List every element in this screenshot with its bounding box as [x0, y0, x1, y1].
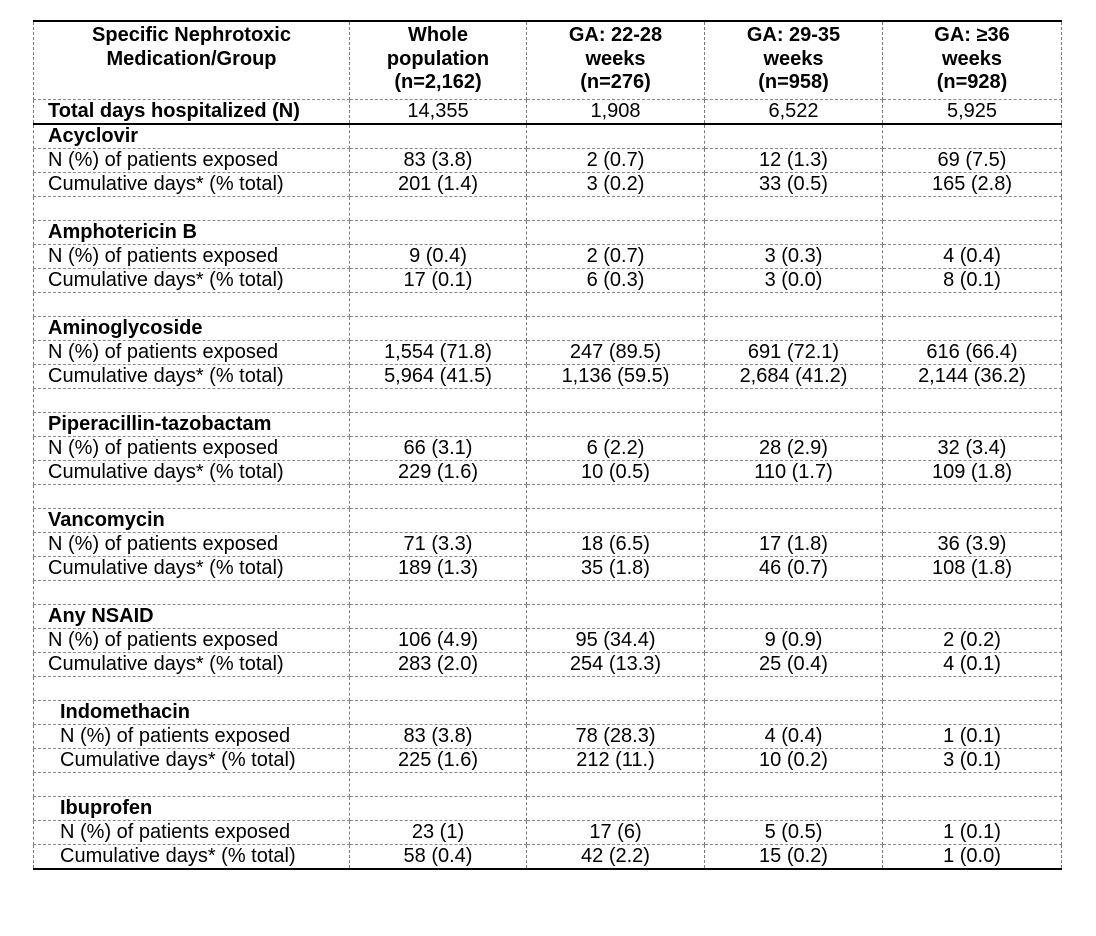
exposed-row [34, 149, 1062, 173]
cell: 5,964 (41.5) [350, 365, 527, 389]
cell: 71 (3.3) [350, 533, 527, 557]
cell: 4 (0.4) [883, 245, 1062, 269]
cell: 2,144 (36.2) [883, 365, 1062, 389]
cumulative-days-row [34, 269, 1062, 293]
group-name: Aminoglycoside [34, 317, 350, 341]
exposed-row [34, 629, 1062, 653]
cell: 2 (0.7) [527, 245, 705, 269]
cell: 165 (2.8) [883, 173, 1062, 197]
cell: 254 (13.3) [527, 653, 705, 677]
group-heading-row [34, 509, 1062, 533]
row-label: N (%) of patients exposed [34, 437, 350, 461]
cell: 35 (1.8) [527, 557, 705, 581]
cell: 1 (0.1) [883, 725, 1062, 749]
row-label: N (%) of patients exposed [34, 821, 350, 845]
exposed-row [34, 341, 1062, 365]
cell: 17 (6) [527, 821, 705, 845]
cell: 6,522 [705, 100, 883, 125]
cell: 6 (0.3) [527, 269, 705, 293]
cell: 189 (1.3) [350, 557, 527, 581]
cell: 3 (0.0) [705, 269, 883, 293]
cell: 28 (2.9) [705, 437, 883, 461]
cell: 10 (0.2) [705, 749, 883, 773]
cell: 1 (0.1) [883, 821, 1062, 845]
header-row [34, 21, 1062, 100]
cell: 4 (0.1) [883, 653, 1062, 677]
cell: 2 (0.2) [883, 629, 1062, 653]
row-label: N (%) of patients exposed [34, 149, 350, 173]
cumulative-days-row [34, 173, 1062, 197]
row-label: N (%) of patients exposed [34, 725, 350, 749]
cell: 42 (2.2) [527, 845, 705, 870]
row-label: Cumulative days* (% total) [34, 749, 350, 773]
cell: 201 (1.4) [350, 173, 527, 197]
cell: 66 (3.1) [350, 437, 527, 461]
subgroup-name: Ibuprofen [34, 797, 350, 821]
cell: 10 (0.5) [527, 461, 705, 485]
cell: 95 (34.4) [527, 629, 705, 653]
group-name: Piperacillin-tazobactam [34, 413, 350, 437]
row-label: Cumulative days* (% total) [34, 461, 350, 485]
exposed-row [34, 533, 1062, 557]
row-label: Cumulative days* (% total) [34, 173, 350, 197]
cell: 691 (72.1) [705, 341, 883, 365]
cell: 106 (4.9) [350, 629, 527, 653]
group-name: Acyclovir [34, 124, 350, 149]
cell: 69 (7.5) [883, 149, 1062, 173]
cell: 3 (0.3) [705, 245, 883, 269]
cell: 78 (28.3) [527, 725, 705, 749]
spacer-row [34, 389, 1062, 413]
spacer-row [34, 773, 1062, 797]
header-medication: Specific Nephrotoxic Medication/Group [34, 21, 350, 100]
cell: 18 (6.5) [527, 533, 705, 557]
cell: 109 (1.8) [883, 461, 1062, 485]
cell: 108 (1.8) [883, 557, 1062, 581]
cumulative-days-row [34, 557, 1062, 581]
cell: 3 (0.1) [883, 749, 1062, 773]
cell: 247 (89.5) [527, 341, 705, 365]
cell: 1 (0.0) [883, 845, 1062, 870]
cell: 14,355 [350, 100, 527, 125]
cell: 4 (0.4) [705, 725, 883, 749]
cell: 212 (11.) [527, 749, 705, 773]
spacer-row [34, 293, 1062, 317]
spacer-row [34, 197, 1062, 221]
cell: 1,908 [527, 100, 705, 125]
header-ga-29-35: GA: 29-35 weeks (n=958) [705, 21, 883, 100]
group-heading-row [34, 413, 1062, 437]
group-heading-row [34, 221, 1062, 245]
cumulative-days-row [34, 653, 1062, 677]
row-label: N (%) of patients exposed [34, 245, 350, 269]
cell: 9 (0.4) [350, 245, 527, 269]
exposed-row [34, 437, 1062, 461]
cell: 3 (0.2) [527, 173, 705, 197]
cell: 46 (0.7) [705, 557, 883, 581]
subgroup-heading-row [34, 701, 1062, 725]
group-name: Amphotericin B [34, 221, 350, 245]
cell: 23 (1) [350, 821, 527, 845]
cell: 229 (1.6) [350, 461, 527, 485]
exposed-row [34, 245, 1062, 269]
cell: 17 (1.8) [705, 533, 883, 557]
cell: 17 (0.1) [350, 269, 527, 293]
cell: 110 (1.7) [705, 461, 883, 485]
cell: 25 (0.4) [705, 653, 883, 677]
cumulative-days-row [34, 461, 1062, 485]
nephrotoxic-medication-table [33, 20, 1062, 870]
cell: 225 (1.6) [350, 749, 527, 773]
row-label: Cumulative days* (% total) [34, 653, 350, 677]
row-label: Cumulative days* (% total) [34, 845, 350, 870]
cumulative-days-row [34, 845, 1062, 870]
group-name: Any NSAID [34, 605, 350, 629]
cumulative-days-row [34, 365, 1062, 389]
cell: 33 (0.5) [705, 173, 883, 197]
subgroup-heading-row [34, 797, 1062, 821]
row-label: N (%) of patients exposed [34, 533, 350, 557]
row-label: Total days hospitalized (N) [34, 100, 350, 125]
group-heading-row [34, 124, 1062, 149]
header-whole-population: Whole population (n=2,162) [350, 21, 527, 100]
cell: 1,136 (59.5) [527, 365, 705, 389]
spacer-row [34, 485, 1062, 509]
cell: 2,684 (41.2) [705, 365, 883, 389]
row-label: Cumulative days* (% total) [34, 557, 350, 581]
cumulative-days-row [34, 749, 1062, 773]
cell: 6 (2.2) [527, 437, 705, 461]
cell: 36 (3.9) [883, 533, 1062, 557]
cell: 9 (0.9) [705, 629, 883, 653]
group-heading-row [34, 317, 1062, 341]
cell: 15 (0.2) [705, 845, 883, 870]
row-label: N (%) of patients exposed [34, 341, 350, 365]
header-ga-22-28: GA: 22-28 weeks (n=276) [527, 21, 705, 100]
row-label: N (%) of patients exposed [34, 629, 350, 653]
row-label: Cumulative days* (% total) [34, 365, 350, 389]
total-days-row [34, 100, 1062, 125]
cell: 5 (0.5) [705, 821, 883, 845]
subgroup-name: Indomethacin [34, 701, 350, 725]
group-heading-row [34, 605, 1062, 629]
exposed-row [34, 725, 1062, 749]
exposed-row [34, 821, 1062, 845]
spacer-row [34, 677, 1062, 701]
group-name: Vancomycin [34, 509, 350, 533]
header-ga-36: GA: ≥36 weeks (n=928) [883, 21, 1062, 100]
cell: 12 (1.3) [705, 149, 883, 173]
cell: 32 (3.4) [883, 437, 1062, 461]
cell: 283 (2.0) [350, 653, 527, 677]
cell: 8 (0.1) [883, 269, 1062, 293]
cell: 5,925 [883, 100, 1062, 125]
spacer-row [34, 581, 1062, 605]
row-label: Cumulative days* (% total) [34, 269, 350, 293]
cell: 83 (3.8) [350, 725, 527, 749]
cell: 58 (0.4) [350, 845, 527, 870]
cell: 616 (66.4) [883, 341, 1062, 365]
cell: 2 (0.7) [527, 149, 705, 173]
cell: 1,554 (71.8) [350, 341, 527, 365]
cell: 83 (3.8) [350, 149, 527, 173]
